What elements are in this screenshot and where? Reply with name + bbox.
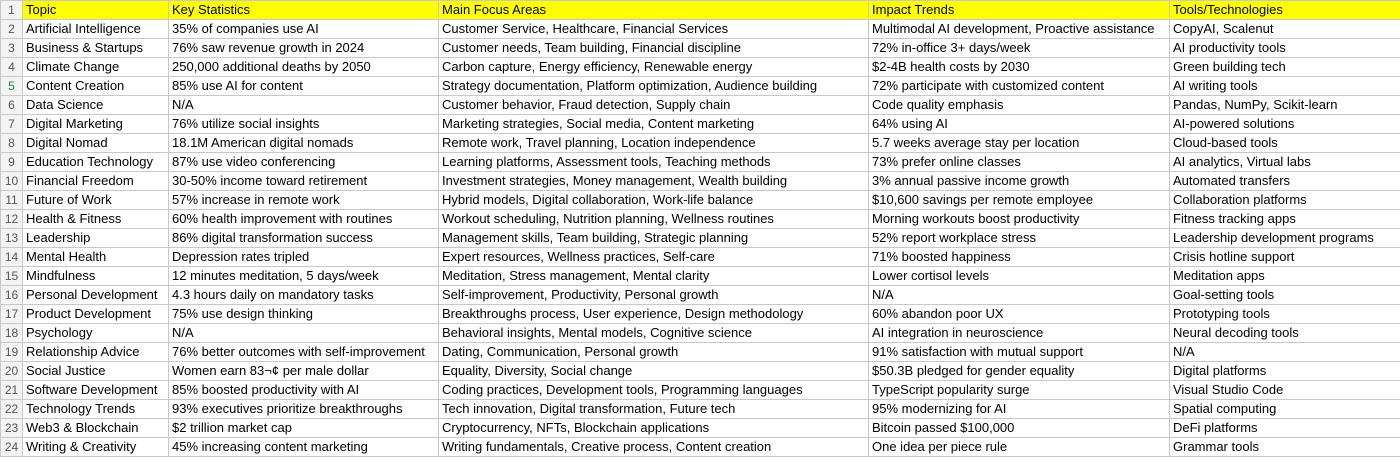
cell-main-focus-areas[interactable]: Expert resources, Wellness practices, Self-care [439,248,869,267]
cell-topic[interactable]: Technology Trends [23,400,169,419]
cell-impact-trends[interactable]: N/A [869,286,1170,305]
cell-topic[interactable]: Future of Work [23,191,169,210]
row-number[interactable]: 18 [1,324,23,343]
cell-main-focus-areas[interactable]: Management skills, Team building, Strategic planning [439,229,869,248]
cell-impact-trends[interactable]: 73% prefer online classes [869,153,1170,172]
table-row [1,343,1400,362]
cell-tools-technologies[interactable]: Grammar tools [1170,438,1400,457]
header-cell-impact-trends[interactable]: Impact Trends [869,1,1170,20]
cell-impact-trends[interactable]: 95% modernizing for AI [869,400,1170,419]
cell-main-focus-areas[interactable]: Dating, Communication, Personal growth [439,343,869,362]
cell-tools-technologies[interactable]: Collaboration platforms [1170,191,1400,210]
cell-topic[interactable]: Data Science [23,96,169,115]
header-row [1,1,1400,20]
cell-key-statistics[interactable]: 93% executives prioritize breakthroughs [169,400,439,419]
cell-topic[interactable]: Product Development [23,305,169,324]
row-number[interactable]: 16 [1,286,23,305]
cell-main-focus-areas[interactable]: Carbon capture, Energy efficiency, Renewable energy [439,58,869,77]
cell-tools-technologies[interactable]: Automated transfers [1170,172,1400,191]
cell-tools-technologies[interactable]: AI-powered solutions [1170,115,1400,134]
row-number[interactable]: 2 [1,20,23,39]
table-row [1,96,1400,115]
cell-key-statistics[interactable]: 250,000 additional deaths by 2050 [169,58,439,77]
row-number[interactable]: 4 [1,58,23,77]
table-row [1,115,1400,134]
cell-main-focus-areas[interactable]: Cryptocurrency, NFTs, Blockchain applications [439,419,869,438]
cell-key-statistics[interactable]: 30-50% income toward retirement [169,172,439,191]
cell-impact-trends[interactable]: Multimodal AI development, Proactive assistance [869,20,1170,39]
cell-topic[interactable]: Digital Marketing [23,115,169,134]
cell-key-statistics[interactable]: 45% increasing content marketing [169,438,439,457]
cell-tools-technologies[interactable]: AI analytics, Virtual labs [1170,153,1400,172]
cell-topic[interactable]: Business & Startups [23,39,169,58]
table-row [1,267,1400,286]
row-number[interactable]: 11 [1,191,23,210]
cell-topic[interactable]: Web3 & Blockchain [23,419,169,438]
row-number[interactable]: 8 [1,134,23,153]
cell-main-focus-areas[interactable]: Meditation, Stress management, Mental clarity [439,267,869,286]
header-cell-main-focus-areas[interactable]: Main Focus Areas [439,1,869,20]
table-row [1,419,1400,438]
cell-impact-trends[interactable]: 72% in-office 3+ days/week [869,39,1170,58]
cell-topic[interactable]: Writing & Creativity [23,438,169,457]
cell-topic[interactable]: Psychology [23,324,169,343]
header-cell-tools-technologies[interactable]: Tools/Technologies [1170,1,1400,20]
cell-impact-trends[interactable]: 72% participate with customized content [869,77,1170,96]
cell-tools-technologies[interactable]: Leadership development programs [1170,229,1400,248]
row-number[interactable]: 9 [1,153,23,172]
table-row [1,39,1400,58]
row-number[interactable]: 10 [1,172,23,191]
cell-main-focus-areas[interactable]: Tech innovation, Digital transformation, Future tech [439,400,869,419]
cell-impact-trends[interactable]: 71% boosted happiness [869,248,1170,267]
cell-key-statistics[interactable]: 57% increase in remote work [169,191,439,210]
cell-key-statistics[interactable]: 12 minutes meditation, 5 days/week [169,267,439,286]
cell-impact-trends[interactable]: One idea per piece rule [869,438,1170,457]
cell-impact-trends[interactable]: $50.3B pledged for gender equality [869,362,1170,381]
cell-topic[interactable]: Climate Change [23,58,169,77]
table-row [1,210,1400,229]
header-cell-topic[interactable]: Topic [23,1,169,20]
table-row [1,134,1400,153]
cell-key-statistics[interactable]: 75% use design thinking [169,305,439,324]
cell-tools-technologies[interactable]: Green building tech [1170,58,1400,77]
cell-tools-technologies[interactable]: CopyAI, Scalenut [1170,20,1400,39]
cell-topic[interactable]: Mindfulness [23,267,169,286]
cell-impact-trends[interactable]: 64% using AI [869,115,1170,134]
cell-impact-trends[interactable]: 91% satisfaction with mutual support [869,343,1170,362]
cell-tools-technologies[interactable]: Cloud-based tools [1170,134,1400,153]
cell-impact-trends[interactable]: $10,600 savings per remote employee [869,191,1170,210]
cell-tools-technologies[interactable]: DeFi platforms [1170,419,1400,438]
cell-main-focus-areas[interactable]: Self-improvement, Productivity, Personal growth [439,286,869,305]
cell-topic[interactable]: Financial Freedom [23,172,169,191]
cell-key-statistics[interactable]: 60% health improvement with routines [169,210,439,229]
cell-main-focus-areas[interactable]: Remote work, Travel planning, Location independence [439,134,869,153]
table-row [1,191,1400,210]
cell-impact-trends[interactable]: $2-4B health costs by 2030 [869,58,1170,77]
cell-main-focus-areas[interactable]: Behavioral insights, Mental models, Cognitive science [439,324,869,343]
cell-topic[interactable]: Digital Nomad [23,134,169,153]
table-row [1,172,1400,191]
cell-impact-trends[interactable]: 5.7 weeks average stay per location [869,134,1170,153]
cell-impact-trends[interactable]: 52% report workplace stress [869,229,1170,248]
cell-main-focus-areas[interactable]: Workout scheduling, Nutrition planning, Wellness routines [439,210,869,229]
cell-key-statistics[interactable]: N/A [169,96,439,115]
cell-topic[interactable]: Software Development [23,381,169,400]
cell-key-statistics[interactable]: 76% better outcomes with self-improvement [169,343,439,362]
row-number[interactable]: 19 [1,343,23,362]
cell-key-statistics[interactable]: Depression rates tripled [169,248,439,267]
cell-tools-technologies[interactable]: N/A [1170,343,1400,362]
cell-main-focus-areas[interactable]: Learning platforms, Assessment tools, Teaching methods [439,153,869,172]
cell-impact-trends[interactable]: TypeScript popularity surge [869,381,1170,400]
row-number[interactable]: 5 [1,77,23,96]
cell-key-statistics[interactable]: Women earn 83¬¢ per male dollar [169,362,439,381]
cell-key-statistics[interactable]: 76% utilize social insights [169,115,439,134]
table-row [1,20,1400,39]
table-row [1,229,1400,248]
cell-tools-technologies[interactable]: Visual Studio Code [1170,381,1400,400]
cell-impact-trends[interactable]: 60% abandon poor UX [869,305,1170,324]
cell-key-statistics[interactable]: 87% use video conferencing [169,153,439,172]
table-row [1,248,1400,267]
cell-impact-trends[interactable]: Bitcoin passed $100,000 [869,419,1170,438]
row-number[interactable]: 17 [1,305,23,324]
cell-tools-technologies[interactable]: Pandas, NumPy, Scikit-learn [1170,96,1400,115]
cell-topic[interactable]: Social Justice [23,362,169,381]
cell-impact-trends[interactable]: 3% annual passive income growth [869,172,1170,191]
table-row [1,381,1400,400]
cell-impact-trends[interactable]: Lower cortisol levels [869,267,1170,286]
cell-tools-technologies[interactable]: Crisis hotline support [1170,248,1400,267]
row-number[interactable]: 14 [1,248,23,267]
cell-topic[interactable]: Relationship Advice [23,343,169,362]
cell-main-focus-areas[interactable]: Hybrid models, Digital collaboration, Work-life balance [439,191,869,210]
cell-key-statistics[interactable]: 76% saw revenue growth in 2024 [169,39,439,58]
table-row [1,286,1400,305]
table-row [1,400,1400,419]
cell-key-statistics[interactable]: 85% boosted productivity with AI [169,381,439,400]
cell-tools-technologies[interactable]: AI writing tools [1170,77,1400,96]
cell-main-focus-areas[interactable]: Customer behavior, Fraud detection, Supply chain [439,96,869,115]
cell-main-focus-areas[interactable]: Customer needs, Team building, Financial discipline [439,39,869,58]
cell-key-statistics[interactable]: 85% use AI for content [169,77,439,96]
cell-main-focus-areas[interactable]: Breakthroughs process, User experience, Design methodology [439,305,869,324]
row-number[interactable]: 23 [1,419,23,438]
cell-main-focus-areas[interactable]: Marketing strategies, Social media, Content marketing [439,115,869,134]
cell-topic[interactable]: Education Technology [23,153,169,172]
row-number[interactable]: 3 [1,39,23,58]
cell-topic[interactable]: Content Creation [23,77,169,96]
cell-tools-technologies[interactable]: Meditation apps [1170,267,1400,286]
cell-tools-technologies[interactable]: Prototyping tools [1170,305,1400,324]
cell-main-focus-areas[interactable]: Customer Service, Healthcare, Financial Services [439,20,869,39]
table-row [1,153,1400,172]
table-row [1,362,1400,381]
cell-tools-technologies[interactable]: AI productivity tools [1170,39,1400,58]
cell-topic[interactable]: Health & Fitness [23,210,169,229]
cell-topic[interactable]: Artificial Intelligence [23,20,169,39]
cell-key-statistics[interactable]: N/A [169,324,439,343]
cell-tools-technologies[interactable]: Neural decoding tools [1170,324,1400,343]
cell-tools-technologies[interactable]: Fitness tracking apps [1170,210,1400,229]
grid-body [1,1,1400,457]
cell-key-statistics[interactable]: 86% digital transformation success [169,229,439,248]
row-number[interactable]: 22 [1,400,23,419]
cell-tools-technologies[interactable]: Goal-setting tools [1170,286,1400,305]
cell-key-statistics[interactable]: 18.1M American digital nomads [169,134,439,153]
cell-topic[interactable]: Leadership [23,229,169,248]
row-number[interactable]: 6 [1,96,23,115]
cell-impact-trends[interactable]: Code quality emphasis [869,96,1170,115]
cell-main-focus-areas[interactable]: Strategy documentation, Platform optimization, Audience building [439,77,869,96]
cell-tools-technologies[interactable]: Spatial computing [1170,400,1400,419]
cell-main-focus-areas[interactable]: Investment strategies, Money management, Wealth building [439,172,869,191]
row-number[interactable]: 7 [1,115,23,134]
row-number[interactable]: 21 [1,381,23,400]
cell-topic[interactable]: Mental Health [23,248,169,267]
table-row [1,58,1400,77]
table-row [1,438,1400,457]
cell-impact-trends[interactable]: AI integration in neuroscience [869,324,1170,343]
row-number[interactable]: 13 [1,229,23,248]
cell-key-statistics[interactable]: 35% of companies use AI [169,20,439,39]
row-number[interactable]: 12 [1,210,23,229]
header-cell-key-statistics[interactable]: Key Statistics [169,1,439,20]
row-number[interactable]: 20 [1,362,23,381]
cell-main-focus-areas[interactable]: Equality, Diversity, Social change [439,362,869,381]
cell-key-statistics[interactable]: 4.3 hours daily on mandatory tasks [169,286,439,305]
cell-topic[interactable]: Personal Development [23,286,169,305]
table-row [1,77,1400,96]
cell-main-focus-areas[interactable]: Coding practices, Development tools, Programming languages [439,381,869,400]
table-row [1,324,1400,343]
row-number[interactable]: 1 [1,1,23,20]
cell-main-focus-areas[interactable]: Writing fundamentals, Creative process, Content creation [439,438,869,457]
row-number[interactable]: 24 [1,438,23,457]
cell-impact-trends[interactable]: Morning workouts boost productivity [869,210,1170,229]
cell-key-statistics[interactable]: $2 trillion market cap [169,419,439,438]
table-row [1,305,1400,324]
row-number[interactable]: 15 [1,267,23,286]
cell-tools-technologies[interactable]: Digital platforms [1170,362,1400,381]
